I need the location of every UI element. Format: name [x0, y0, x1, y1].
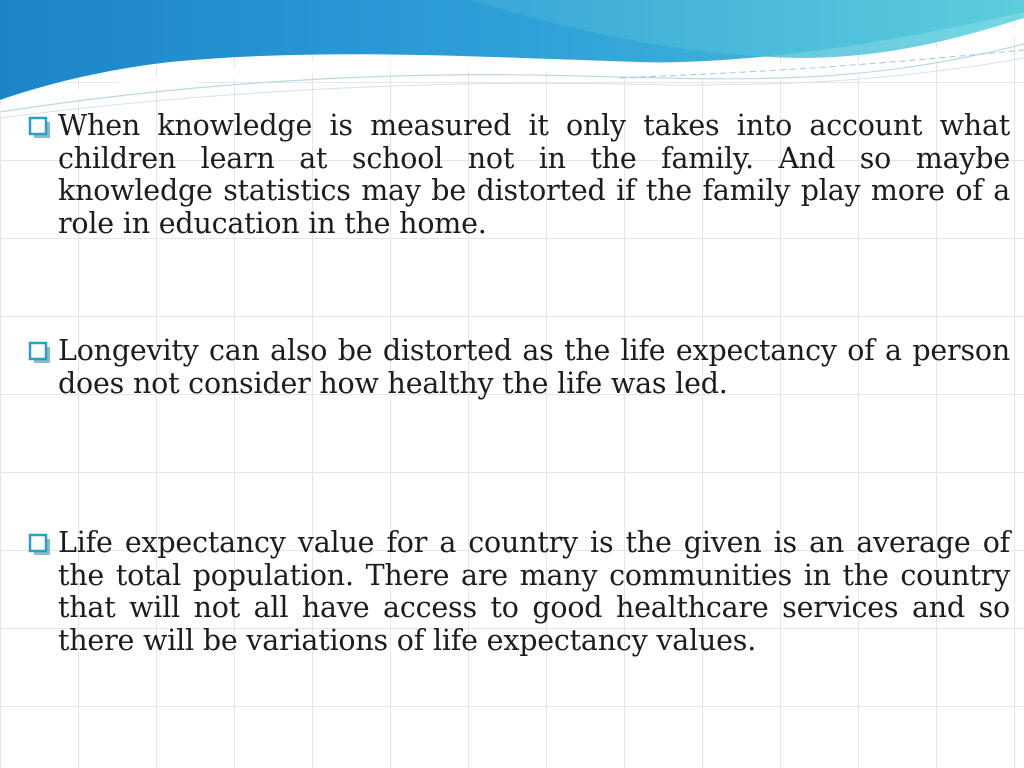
hollow-square-bullet-icon [28, 341, 52, 365]
header-wave-decoration [0, 0, 1024, 125]
bullet-item [28, 335, 1010, 400]
bullet-text: When knowledge is measured it only takes into account what children learn at school not in the family. And so maybe knowledge statistics may be distorted if the family play more of a role in education in the home. [58, 109, 1010, 240]
hollow-square-bullet-icon [28, 533, 52, 557]
bullet-item [28, 110, 1010, 240]
bullet-text: Life expectancy value for a country is the given is an average of the total population. There are many communities in the country that will not all have access to good healthcare services and so there will be variations of life expectancy values. [58, 526, 1010, 657]
bullet-text: Longevity can also be distorted as the life expectancy of a person does not consider how healthy the life was led. [58, 334, 1010, 400]
bullet-item [28, 527, 1010, 657]
hollow-square-bullet-icon [28, 116, 52, 140]
